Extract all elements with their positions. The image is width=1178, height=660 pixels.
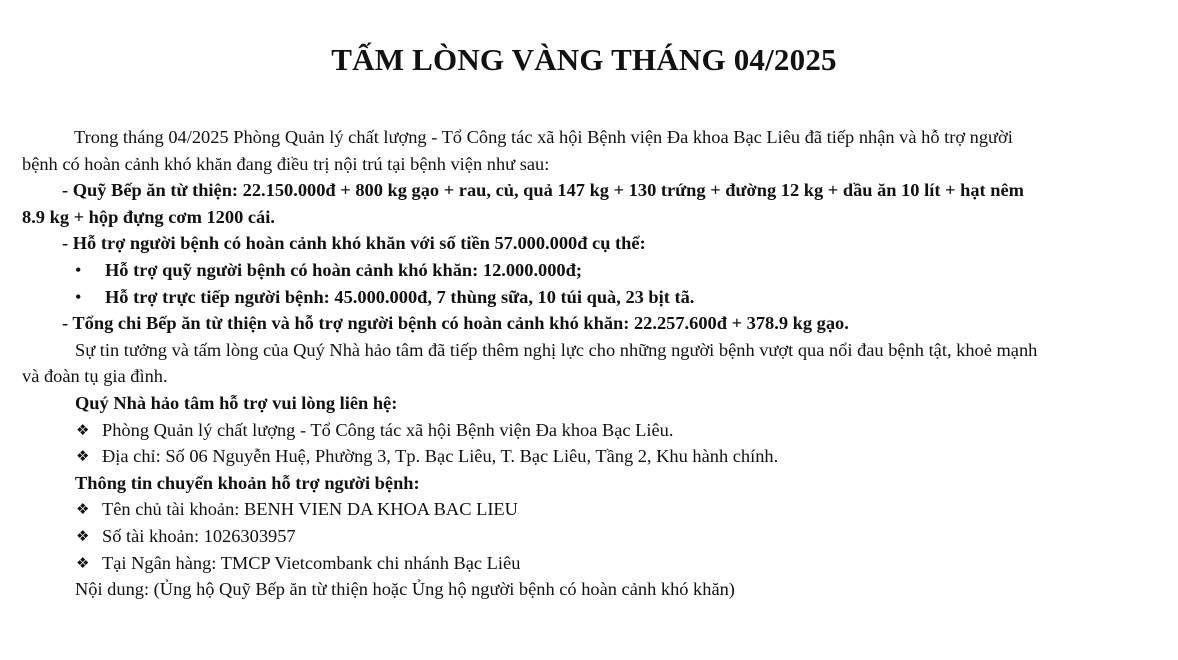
- bank-heading: Thông tin chuyển khoản hỗ trợ người bệnh:: [75, 472, 420, 493]
- kitchen-fund-line-2: 8.9 kg + hộp đựng cơm 1200 cái.: [22, 206, 275, 227]
- contact-heading: Quý Nhà hảo tâm hỗ trợ vui lòng liên hệ:: [75, 392, 398, 413]
- support-item-text: Hỗ trợ quỹ người bệnh có hoàn cảnh khó khăn: 12.000.000đ;: [105, 259, 582, 280]
- support-item-text: Hỗ trợ trực tiếp người bệnh: 45.000.000đ, 7 thùng sữa, 10 túi quà, 23 bịt tã.: [105, 286, 695, 307]
- page-title: TẤM LÒNG VÀNG THÁNG 04/2025: [331, 42, 837, 77]
- contact-item-text: Phòng Quản lý chất lượng - Tổ Công tác xã hội Bệnh viện Đa khoa Bạc Liêu.: [102, 419, 674, 440]
- thanks-line-1: Sự tin tưởng và tấm lòng của Quý Nhà hảo tâm đã tiếp thêm nghị lực cho những người bệnh vượt qua nổi đau bệnh tật, khoẻ mạnh: [75, 339, 1038, 360]
- support-list-item: [22, 257, 1148, 284]
- bank-account-number: Số tài khoản: 1026303957: [102, 525, 296, 546]
- bullet-dot-icon: •: [75, 259, 82, 280]
- support-heading: - Hỗ trợ người bệnh có hoàn cảnh khó khăn với số tiền 57.000.000đ cụ thể:: [62, 233, 646, 254]
- bank-list-item: [22, 523, 1148, 550]
- kitchen-fund-line-1: - Quỹ Bếp ăn từ thiện: 22.150.000đ + 800 kg gạo + rau, củ, quả 147 kg + 130 trứng + đường 12 kg + dầu ăn 10 lít + hạt nêm: [62, 180, 1024, 201]
- diamond-bullet-icon: ❖: [76, 447, 90, 466]
- total-spending: - Tổng chi Bếp ăn từ thiện và hỗ trợ người bệnh có hoàn cảnh khó khăn: 22.257.600đ + 378.9 kg gạo.: [62, 313, 849, 334]
- document-body: [22, 124, 1148, 603]
- diamond-bullet-icon: ❖: [76, 500, 90, 519]
- bullet-dot-icon: •: [75, 286, 82, 307]
- transfer-note: Nội dung: (Ủng hộ Quỹ Bếp ăn từ thiện hoặc Ủng hộ người bệnh có hoàn cảnh khó khăn): [75, 579, 735, 600]
- contact-list-item: [22, 417, 1148, 444]
- bank-list-item: [22, 550, 1148, 577]
- contact-item-text: Địa chỉ: Số 06 Nguyễn Huệ, Phường 3, Tp. Bạc Liêu, T. Bạc Liêu, Tầng 2, Khu hành chính.: [102, 446, 779, 467]
- diamond-bullet-icon: ❖: [76, 553, 90, 572]
- intro-line-2: bệnh có hoàn cảnh khó khăn đang điều trị nội trú tại bệnh viện như sau:: [22, 153, 550, 174]
- thanks-line-2: và đoàn tụ gia đình.: [22, 366, 168, 387]
- support-list-item: [22, 284, 1148, 311]
- diamond-bullet-icon: ❖: [76, 526, 90, 545]
- bank-account-holder: Tên chủ tài khoản: BENH VIEN DA KHOA BAC LIEU: [102, 499, 518, 520]
- diamond-bullet-icon: ❖: [76, 420, 90, 439]
- intro-line-1: Trong tháng 04/2025 Phòng Quản lý chất lượng - Tổ Công tác xã hội Bệnh viện Đa khoa Bạc Liêu đã tiếp nhận và hỗ trợ người: [74, 127, 1013, 147]
- contact-list-item: [22, 443, 1148, 470]
- bank-list-item: [22, 496, 1148, 523]
- bank-name: Tại Ngân hàng: TMCP Vietcombank chi nhánh Bạc Liêu: [102, 552, 521, 573]
